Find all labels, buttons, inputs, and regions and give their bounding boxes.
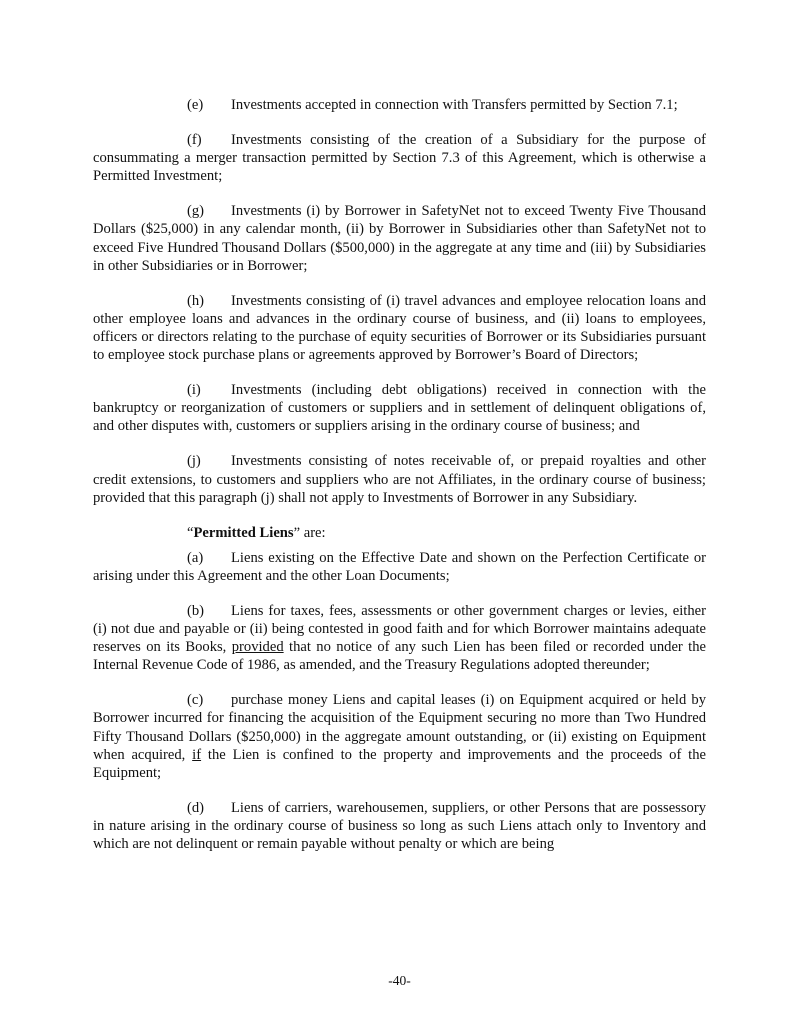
permitted-liens-heading [93,524,706,542]
clause-label: (h) [187,292,205,309]
clause-label: (d) [187,799,205,816]
clause-label: (e) [187,97,204,113]
clause-label: (j) [187,453,201,470]
clause-text: Liens of carriers, warehousemen, suppliers, or other Persons that are possessory in nature arising in the ordinary course of business so long as such Liens attach only to Inventory and which are not delinquent or remain payable without penalty or which are being [93,799,706,852]
heading-rest: ” are: [293,524,326,541]
page-number: -40- [388,973,411,988]
lien-clause-d [93,799,706,853]
lien-clause-b [93,602,706,674]
clause-text: Investments (including debt obligations) received in connection with the bankruptcy or reorganization of customers or suppliers and in settlement of delinquent obligations of, and other disputes with, customers or suppliers arising in the ordinary course of business; and [93,382,706,435]
underlined-term: if [192,746,202,763]
clause-h [93,292,706,364]
clause-text: Investments accepted in connection with Transfers permitted by Section 7.1; [231,97,678,113]
clause-i [93,381,706,435]
document-body [93,96,706,870]
clause-text: Investments (i) by Borrower in SafetyNet not to exceed Twenty Five Thousand Dollars ($25,000) in any calendar month, (ii) by Borrower in Subsidiaries other than SafetyNet not to exceed Five Hundred Thousand Dollars ($500,000) in the aggregate at any time and (iii) by Subsidiaries in other Subsidiaries or in Borrower; [93,203,706,274]
clause-text: Investments consisting of notes receivable of, or prepaid royalties and other credit extensions, to customers and suppliers who are not Affiliates, in the ordinary course of business; provided that this paragraph (j) shall not apply to Investments of Borrower in any Subsidiary. [93,453,706,506]
lien-clause-a [93,549,706,585]
clause-g [93,202,706,274]
clause-text-after: that no notice of any such Lien has been filed or recorded under the Internal Revenue Code of 1986, as amended, and the Treasury Regulations adopted thereunder; [93,639,707,674]
clause-f [93,131,706,185]
clause-label: (c) [187,692,204,709]
heading-open-quote: “ [187,524,194,541]
clause-label: (g) [187,203,205,220]
clause-text: Investments consisting of (i) travel advances and employee relocation loans and other employee loans and advances in the ordinary course of business, and (ii) loans to employees, officers or directors relating to the purchase of equity securities of Borrower or its Subsidiaries pursuant to employee stock purchase plans or agreements approved by Borrower’s Board of Directors; [93,292,706,364]
clause-text-before: Liens for taxes, fees, assessments or other government charges or levies, either (i) not due and payable or (ii) being contested in good faith and for which Borrower maintains adequate reserves on its Books, [93,602,706,656]
defined-term: Permitted Liens [193,524,294,541]
lien-clause-c [93,691,706,781]
clause-label: (f) [187,132,202,149]
clause-j [93,452,706,506]
clause-e [93,96,706,114]
clause-text: Investments consisting of the creation of a Subsidiary for the purpose of consummating a merger transaction permitted by Section 7.3 of this Agreement, which is otherwise a Permitted Investment; [93,132,706,185]
clause-label: (b) [187,602,205,619]
clause-text: Liens existing on the Effective Date and shown on the Perfection Certificate or arising under this Agreement and the other Loan Documents; [93,549,706,584]
clause-text-after: the Lien is confined to the property and improvements and the proceeds of the Equipment; [93,746,706,781]
clause-label: (i) [187,382,201,399]
underlined-term: provided [231,639,284,656]
clause-label: (a) [187,549,204,566]
clause-text-before: purchase money Liens and capital leases (i) on Equipment acquired or held by Borrower incurred for financing the acquisition of the Equipment securing no more than Two Hundred Fifty Thousand Dollars ($250,000) in the aggregate amount outstanding, or (ii) existing on Equipment when acquired, [93,692,706,763]
